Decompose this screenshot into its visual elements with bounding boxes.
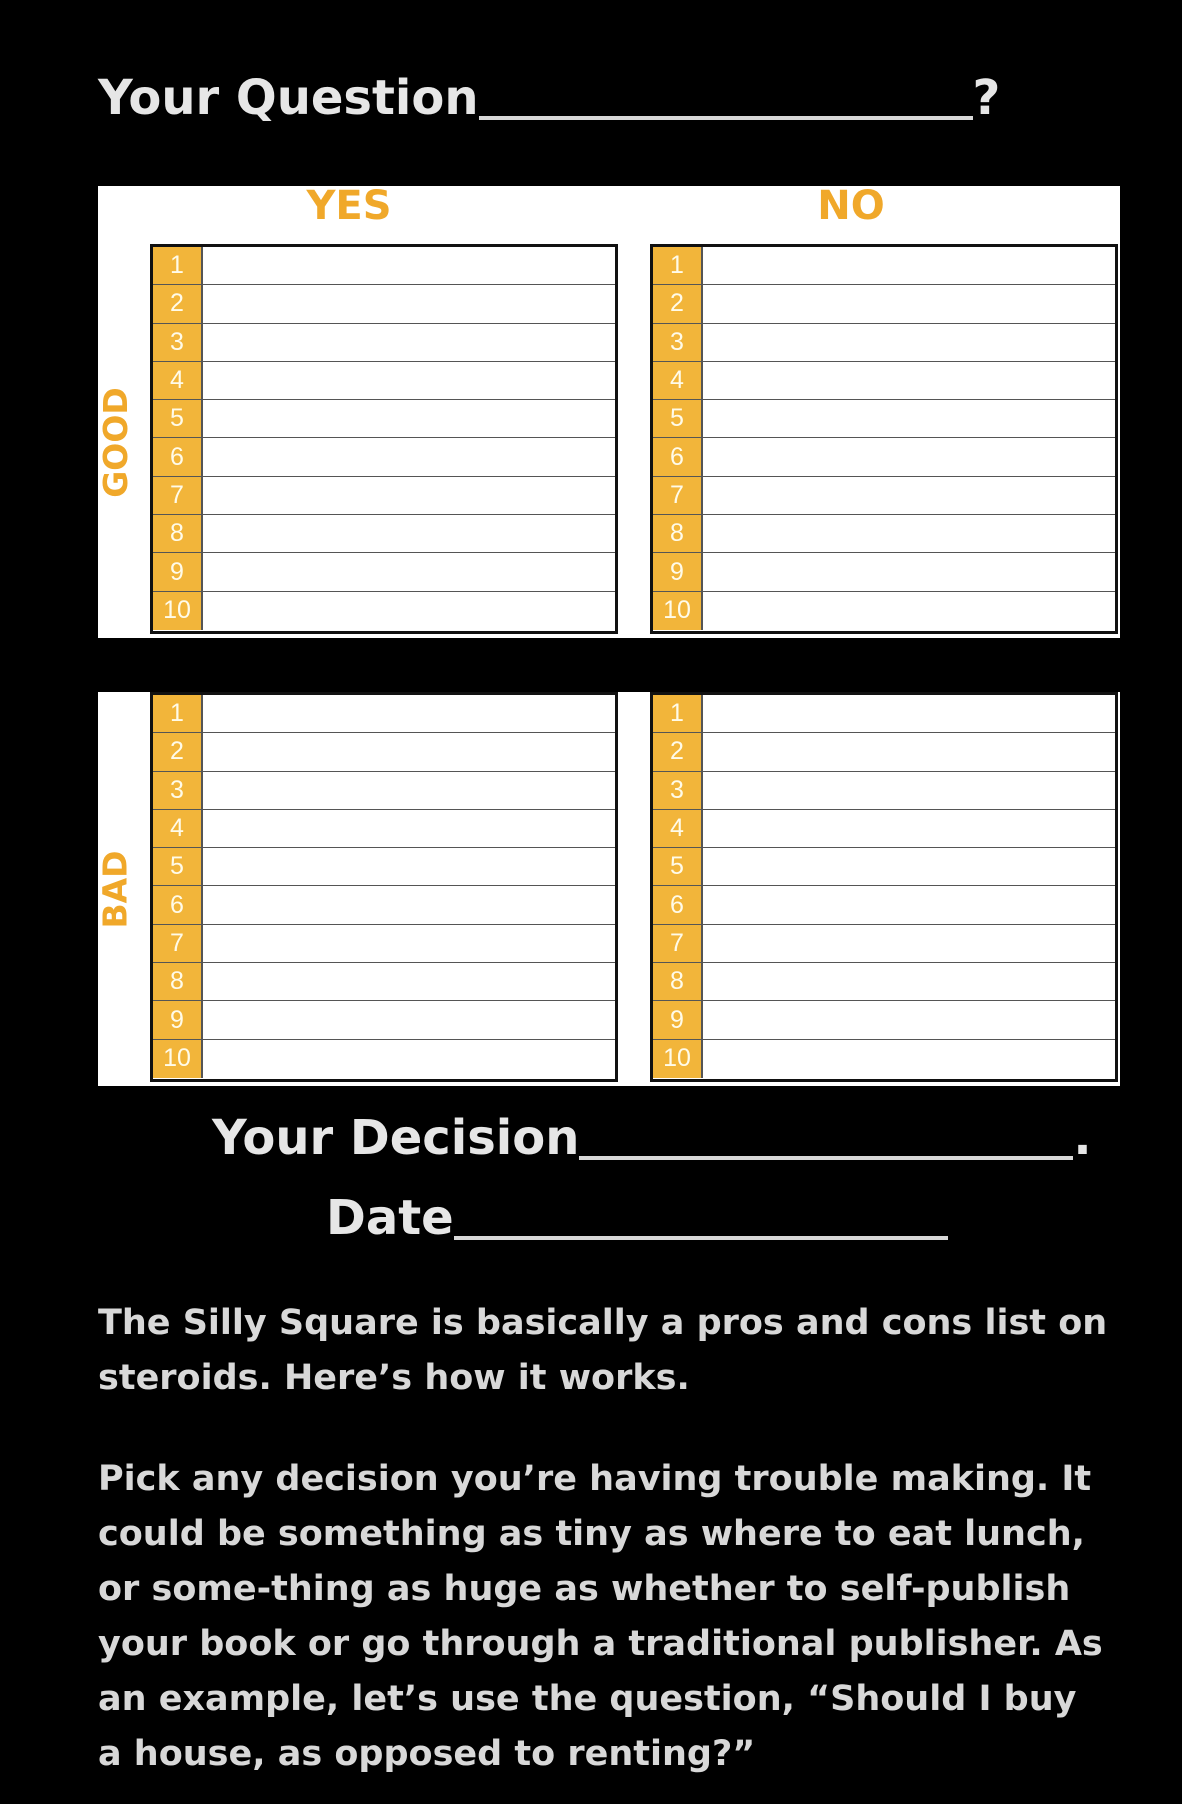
bad-no-entry-field[interactable] — [703, 925, 1115, 962]
question-heading — [98, 70, 1000, 126]
row-number: 4 — [653, 810, 703, 847]
good-no-entry-field[interactable] — [703, 285, 1115, 322]
bad-no-entry-field[interactable] — [703, 810, 1115, 847]
bad-yes-entry-field[interactable] — [203, 695, 615, 732]
list-row — [153, 247, 615, 285]
list-row — [653, 515, 1115, 553]
question-mark: ? — [972, 70, 1001, 126]
list-row — [153, 362, 615, 400]
good-yes-entry-field[interactable] — [203, 515, 615, 552]
column-no-heading: NO — [817, 183, 885, 229]
bad-no-entry-field[interactable] — [703, 963, 1115, 1000]
list-row — [153, 1040, 615, 1078]
decision-heading — [212, 1110, 1092, 1166]
row-number: 4 — [653, 362, 703, 399]
row-number: 7 — [153, 925, 203, 962]
row-number: 1 — [153, 695, 203, 732]
bad-yes-entry-field[interactable] — [203, 848, 615, 885]
bad-panel — [95, 692, 1120, 1086]
list-row — [653, 324, 1115, 362]
list-row — [153, 285, 615, 323]
list-row — [153, 695, 615, 733]
list-row — [653, 886, 1115, 924]
column-yes-heading: YES — [306, 183, 392, 229]
intro-paragraph: The Silly Square is basically a pros and cons list on steroids. Here’s how it works. — [98, 1303, 1108, 1398]
list-row — [653, 1040, 1115, 1078]
row-number: 3 — [153, 324, 203, 361]
question-blank-line[interactable] — [479, 116, 973, 120]
row-number: 1 — [653, 247, 703, 284]
row-number: 3 — [653, 324, 703, 361]
list-row — [653, 553, 1115, 591]
good-yes-entry-field[interactable] — [203, 362, 615, 399]
good-yes-list — [150, 244, 618, 634]
row-number: 7 — [153, 477, 203, 514]
bad-yes-entry-field[interactable] — [203, 772, 615, 809]
list-row — [153, 848, 615, 886]
good-no-entry-field[interactable] — [703, 400, 1115, 437]
bad-yes-list — [150, 692, 618, 1082]
row-number: 2 — [653, 285, 703, 322]
row-number: 10 — [153, 1040, 203, 1078]
row-number: 10 — [153, 592, 203, 630]
row-bad-text: BAD — [95, 849, 135, 929]
list-row — [653, 1001, 1115, 1039]
date-heading — [326, 1190, 948, 1246]
bad-yes-entry-field[interactable] — [203, 886, 615, 923]
list-row — [153, 400, 615, 438]
row-number: 7 — [653, 477, 703, 514]
list-row — [653, 733, 1115, 771]
list-row — [153, 886, 615, 924]
row-number: 10 — [653, 592, 703, 630]
bad-yes-entry-field[interactable] — [203, 733, 615, 770]
bad-yes-entry-field[interactable] — [203, 810, 615, 847]
instructions-paragraph: Pick any decision you’re having trouble making. It could be something as tiny as where to eat lunch, or some-thing as huge as whether to self-publish your book or go through a traditional publisher. As an example, let’s use the question, “Should I buy a house, as opposed to renting?” — [98, 1459, 1103, 1774]
list-row — [153, 553, 615, 591]
list-row — [653, 848, 1115, 886]
row-number: 5 — [653, 400, 703, 437]
list-row — [653, 285, 1115, 323]
decision-blank-line[interactable] — [579, 1156, 1073, 1160]
bad-yes-entry-field[interactable] — [203, 1001, 615, 1038]
list-row — [153, 592, 615, 630]
bad-yes-entry-field[interactable] — [203, 1040, 615, 1078]
row-number: 6 — [653, 886, 703, 923]
bad-no-entry-field[interactable] — [703, 695, 1115, 732]
bad-no-entry-field[interactable] — [703, 886, 1115, 923]
date-blank-line[interactable] — [454, 1236, 948, 1240]
bad-yes-entry-field[interactable] — [203, 963, 615, 1000]
row-number: 9 — [653, 553, 703, 590]
list-row — [653, 477, 1115, 515]
row-number: 7 — [653, 925, 703, 962]
date-label: Date — [326, 1190, 454, 1246]
good-yes-entry-field[interactable] — [203, 438, 615, 475]
row-number: 6 — [653, 438, 703, 475]
list-row — [653, 695, 1115, 733]
good-no-list — [650, 244, 1118, 634]
good-no-entry-field[interactable] — [703, 592, 1115, 630]
row-number: 8 — [653, 963, 703, 1000]
bad-no-entry-field[interactable] — [703, 1040, 1115, 1078]
row-number: 9 — [653, 1001, 703, 1038]
list-row — [153, 772, 615, 810]
row-number: 5 — [153, 848, 203, 885]
list-row — [653, 925, 1115, 963]
list-row — [153, 925, 615, 963]
list-row — [153, 515, 615, 553]
list-row — [153, 477, 615, 515]
good-yes-entry-field[interactable] — [203, 477, 615, 514]
bad-no-entry-field[interactable] — [703, 1001, 1115, 1038]
bad-no-entry-field[interactable] — [703, 772, 1115, 809]
question-label: Your Question — [98, 70, 479, 126]
row-bad-label — [95, 692, 135, 1086]
bad-no-entry-field[interactable] — [703, 733, 1115, 770]
list-row — [653, 963, 1115, 1001]
good-yes-entry-field[interactable] — [203, 324, 615, 361]
good-yes-entry-field[interactable] — [203, 553, 615, 590]
list-row — [653, 400, 1115, 438]
row-number: 3 — [653, 772, 703, 809]
list-row — [153, 963, 615, 1001]
bad-no-entry-field[interactable] — [703, 848, 1115, 885]
row-number: 1 — [653, 695, 703, 732]
good-no-entry-field[interactable] — [703, 247, 1115, 284]
row-good-text: GOOD — [95, 386, 135, 498]
good-yes-entry-field[interactable] — [203, 247, 615, 284]
bad-yes-entry-field[interactable] — [203, 925, 615, 962]
list-row — [653, 810, 1115, 848]
list-row — [653, 592, 1115, 630]
row-number: 4 — [153, 362, 203, 399]
row-number: 2 — [153, 733, 203, 770]
list-row — [653, 247, 1115, 285]
row-number: 3 — [153, 772, 203, 809]
row-number: 8 — [153, 515, 203, 552]
decision-period: . — [1073, 1110, 1092, 1166]
row-number: 8 — [153, 963, 203, 1000]
row-number: 2 — [653, 733, 703, 770]
row-number: 10 — [653, 1040, 703, 1078]
row-good-label — [95, 246, 135, 638]
list-row — [153, 733, 615, 771]
row-number: 5 — [653, 848, 703, 885]
row-number: 6 — [153, 886, 203, 923]
good-no-entry-field[interactable] — [703, 438, 1115, 475]
good-no-entry-field[interactable] — [703, 553, 1115, 590]
good-yes-entry-field[interactable] — [203, 592, 615, 630]
good-yes-entry-field[interactable] — [203, 400, 615, 437]
list-row — [153, 324, 615, 362]
row-number: 4 — [153, 810, 203, 847]
list-row — [153, 810, 615, 848]
row-number: 1 — [153, 247, 203, 284]
row-number: 6 — [153, 438, 203, 475]
good-no-entry-field[interactable] — [703, 362, 1115, 399]
good-panel — [95, 183, 1120, 638]
good-no-entry-field[interactable] — [703, 324, 1115, 361]
bad-no-list — [650, 692, 1118, 1082]
good-no-entry-field[interactable] — [703, 477, 1115, 514]
list-row — [653, 772, 1115, 810]
row-number: 8 — [653, 515, 703, 552]
row-number: 9 — [153, 1001, 203, 1038]
row-number: 2 — [153, 285, 203, 322]
list-row — [153, 438, 615, 476]
row-number: 5 — [153, 400, 203, 437]
good-yes-entry-field[interactable] — [203, 285, 615, 322]
list-row — [153, 1001, 615, 1039]
good-no-entry-field[interactable] — [703, 515, 1115, 552]
decision-label: Your Decision — [212, 1110, 580, 1166]
list-row — [653, 438, 1115, 476]
list-row — [653, 362, 1115, 400]
row-number: 9 — [153, 553, 203, 590]
